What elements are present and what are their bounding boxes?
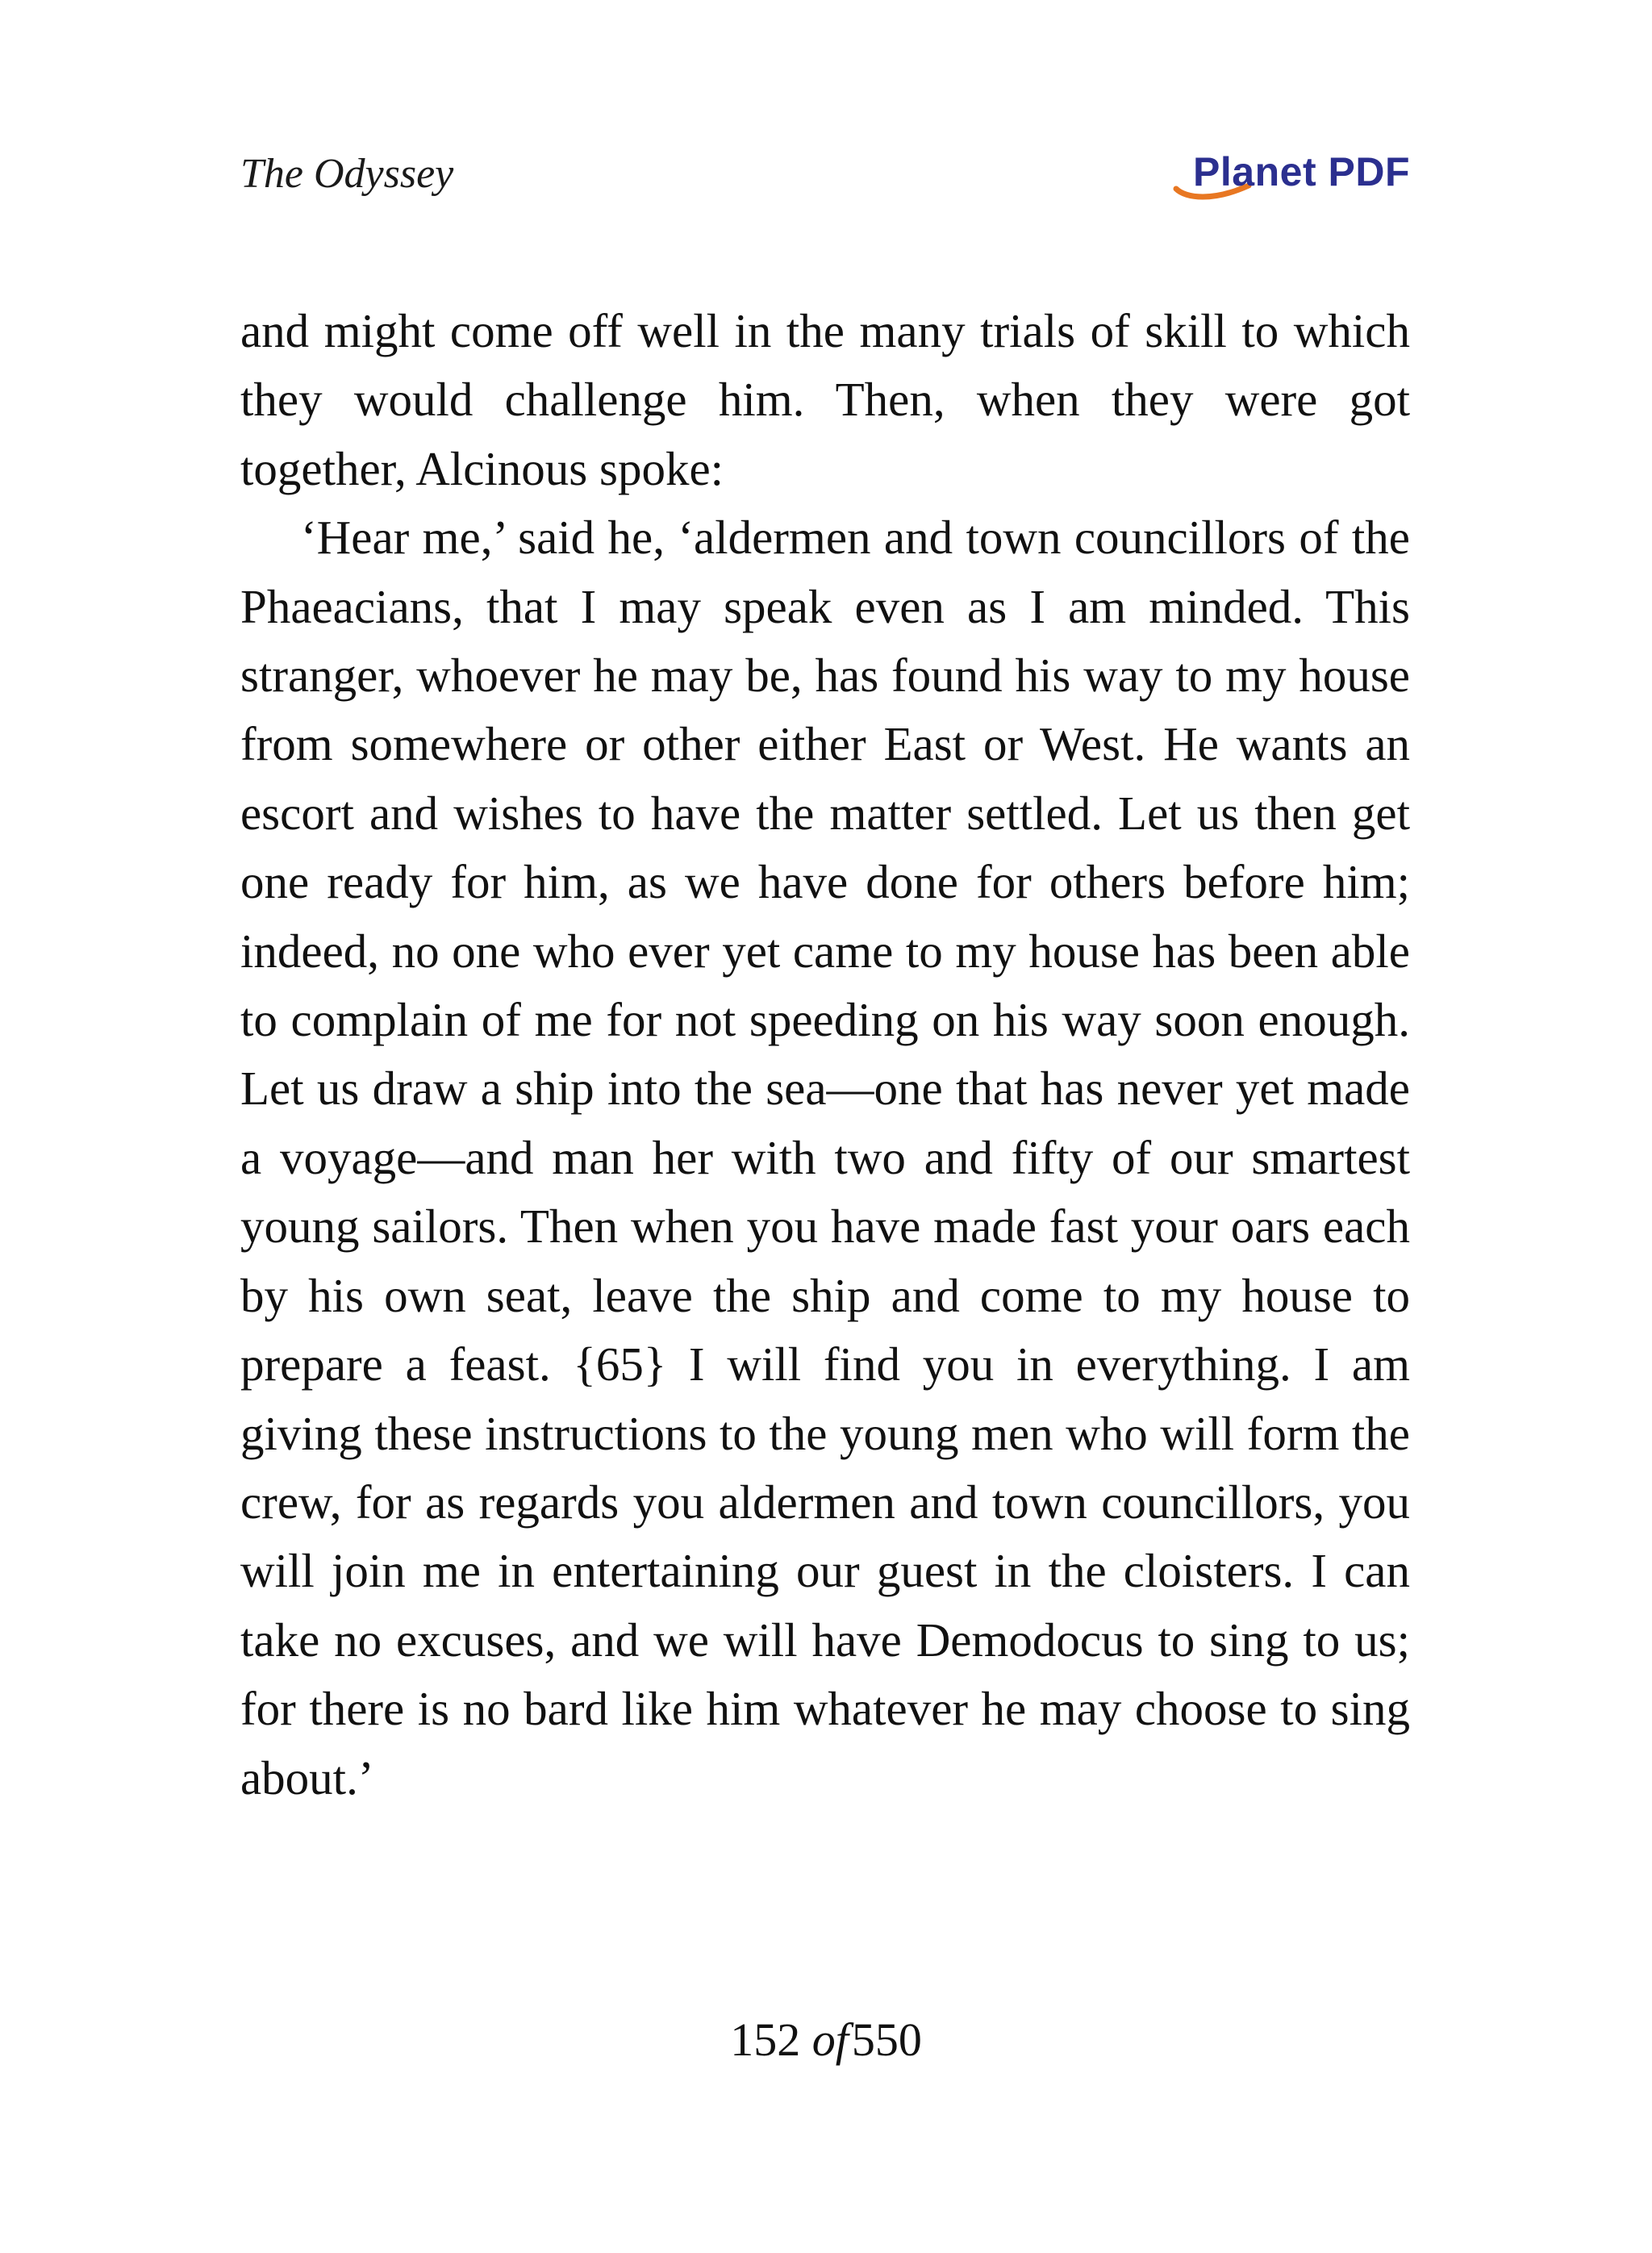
book-title: The Odyssey: [240, 151, 454, 197]
current-page-number: 152: [730, 2013, 801, 2066]
planet-pdf-logo: [1168, 148, 1410, 213]
logo-text: Planet PDF: [1193, 149, 1410, 194]
page-header: [240, 148, 1410, 213]
page-number: [0, 2013, 1652, 2066]
paragraph: ‘Hear me,’ said he, ‘aldermen and town councillors of the Phaeacians, that I may speak even as I am minded. This stranger, whoever he may be, has found his way to my house from somewhere or other either East or West. He wants an escort and wishes to have the matter settled. Let us then get one ready for him, as we have done for others before him; indeed, no one who ever yet came to my house has been able to complain of me for not speeding on his way soon enough. Let us draw a ship into the sea—one that has never yet made a voyage—and man her with two and fifty of our smartest young sailors. Then when you have made fast your oars each by his own seat, leave the ship and come to my house to prepare a feast. {65} I will find you in everything. I am giving these instructions to the young men who will form the crew, for as regards you aldermen and town councillors, you will join me in entertaining our guest in the cloisters. I can take no excuses, and we will have Demodocus to sing to us; for there is no bard like him whatever he may choose to sing about.’: [240, 511, 1410, 1804]
paragraph: and might come off well in the many trials of skill to which they would challenge him. Then, when they were got together, Alcinous spoke:: [240, 304, 1410, 495]
page-body: [240, 297, 1410, 1813]
total-pages: 550: [851, 2013, 922, 2066]
page-of-label: of: [811, 2013, 849, 2066]
